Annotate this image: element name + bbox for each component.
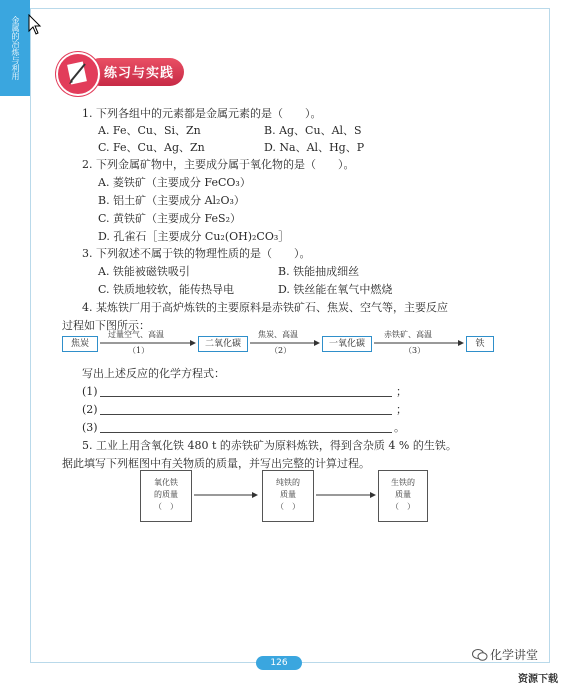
page-border-right [549, 8, 550, 663]
q4-stem-line1: 4. 某炼铁厂用于高炉炼铁的主要原料是赤铁矿石、焦炭、空气等，主要反应 [82, 301, 448, 314]
flow-box-iron: 铁 [466, 336, 494, 352]
flow-arrow3-icon [374, 338, 464, 348]
wechat-logo-icon [472, 647, 488, 666]
flow-arrow2-step: （2） [270, 346, 292, 355]
q3-option-b: B. 铁能抽成细丝 [278, 265, 360, 278]
q1-option-c: C. Fe、Cu、Ag、Zn [98, 141, 205, 154]
q5-box1-line1: 氧化铁 [154, 478, 178, 487]
q1-option-a: A. Fe、Cu、Si、Zn [98, 124, 201, 137]
watermark-download-text: 资源下载 [518, 674, 558, 685]
mouse-cursor-icon [28, 14, 42, 36]
q1-option-b: B. Ag、Cu、Al、S [264, 124, 362, 137]
q5-box3-line3[interactable]: （ ） [391, 502, 415, 511]
q2-stem: 2. 下列金属矿物中，主要成分属于氧化物的是（ ）。 [82, 158, 355, 171]
q2-option-a: A. 菱铁矿（主要成分 FeCO₃） [98, 176, 251, 189]
q5-box2-line2: 质量 [280, 490, 296, 499]
q5-stem-line2: 据此填写下列框图中有关物质的质量，并写出完整的计算过程。 [62, 457, 370, 470]
q5-box2-line1: 纯铁的 [276, 478, 300, 487]
q3-stem: 3. 下列叙述不属于铁的物理性质的是（ ）。 [82, 247, 311, 260]
page-number: 126 [256, 656, 302, 670]
q4-blank2-punct: ； [396, 403, 407, 416]
q5-box2-line3[interactable]: （ ） [276, 502, 300, 511]
q4-blank3-punct: 。 [394, 421, 405, 434]
q5-box3-line1: 生铁的 [391, 478, 415, 487]
page-border-top [30, 8, 550, 9]
q4-answer-line-2[interactable] [100, 414, 392, 415]
q3-option-a: A. 铁能被磁铁吸引 [98, 265, 190, 278]
flow-box-co: 一氧化碳 [322, 336, 372, 352]
q1-option-d: D. Na、Al、Hg、P [264, 141, 365, 154]
section-title: 练习与实践 [104, 66, 175, 81]
q5-arrow1-icon [194, 490, 258, 500]
q4-instruction: 写出上述反应的化学方程式： [82, 367, 225, 380]
flow-arrow2-condition: 焦炭、高温 [258, 330, 298, 339]
q3-option-c: C. 铁质地较软，能传热导电 [98, 283, 235, 296]
q4-blank1-punct: ； [396, 385, 407, 398]
q5-box1-line2: 的质量 [154, 490, 178, 499]
q4-answer-line-3[interactable] [100, 432, 392, 433]
q4-stem-line2: 过程如下图所示： [62, 319, 150, 332]
page-border-left [30, 8, 31, 663]
q5-box-pig-iron-mass [378, 470, 428, 522]
flow-arrow3-step: （3） [404, 346, 426, 355]
watermark-text: 化学讲堂 [490, 648, 539, 662]
q5-box-iron-oxide-mass [140, 470, 192, 522]
flow-box-co2: 二氧化碳 [198, 336, 248, 352]
q4-blank1-label: (1) [82, 385, 98, 398]
q1-stem: 1. 下列各组中的元素都是金属元素的是（ ）。 [82, 107, 322, 120]
flow-box-coke: 焦炭 [62, 336, 98, 352]
pencil-notebook-icon [56, 52, 100, 96]
q5-box3-line2: 质量 [395, 490, 411, 499]
q5-box1-line3[interactable]: （ ） [154, 502, 178, 511]
flow-arrow1-step: （1） [128, 346, 150, 355]
q4-blank3-label: (3) [82, 421, 98, 434]
q4-blank2-label: (2) [82, 403, 98, 416]
q3-option-d: D. 铁丝能在氧气中燃烧 [278, 283, 393, 296]
q2-option-b: B. 铝土矿（主要成分 Al₂O₃） [98, 194, 245, 207]
flow-arrow3-condition: 赤铁矿、高温 [384, 330, 432, 339]
q4-answer-line-1[interactable] [100, 396, 392, 397]
flow-arrow1-icon [100, 338, 196, 348]
q2-option-c: C. 黄铁矿（主要成分 FeS₂） [98, 212, 241, 225]
q5-stem-line1: 5. 工业上用含氧化铁 480 t 的赤铁矿为原料炼铁，得到含杂质 4 % 的生铁。 [82, 439, 457, 452]
q5-arrow2-icon [316, 490, 376, 500]
flow-arrow1-condition: 过量空气、高温 [108, 330, 164, 339]
q2-option-d: D. 孔雀石［主要成分 Cu₂(OH)₂CO₃］ [98, 230, 290, 243]
flow-arrow2-icon [250, 338, 320, 348]
chapter-side-tab: 金属的冶炼与利用 [0, 0, 30, 96]
q5-box-pure-iron-mass [262, 470, 314, 522]
